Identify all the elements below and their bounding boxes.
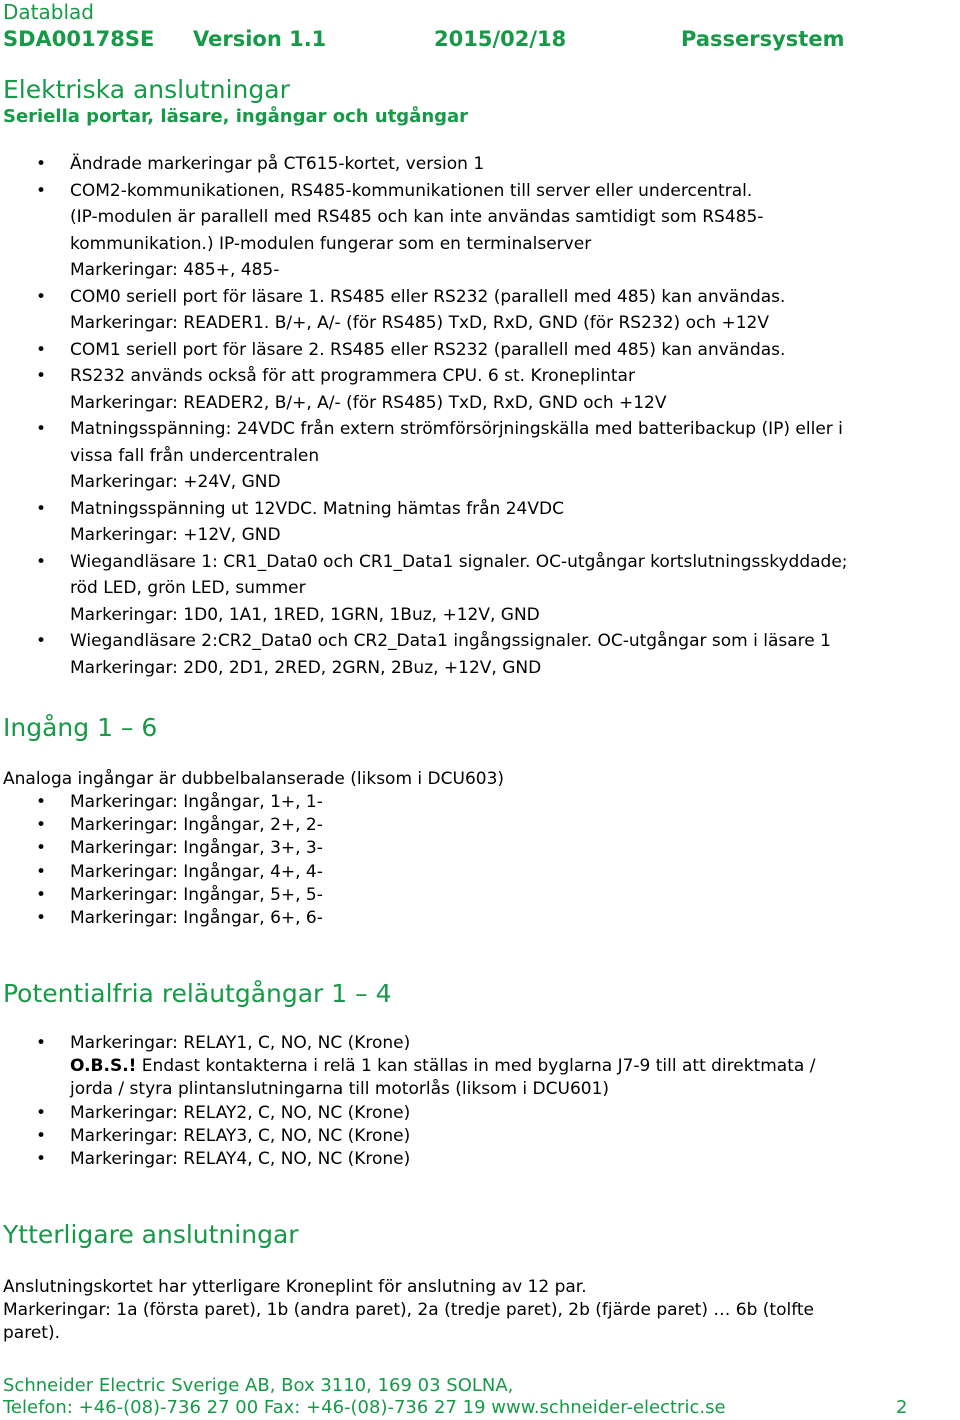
bullet-icon: • — [36, 339, 47, 360]
list-item — [0, 496, 955, 549]
list-item-line: Wiegandläsare 2:CR2_Data0 och CR2_Data1 ingångssignaler. OC-utgångar som i läsare 1 — [70, 631, 831, 651]
input-item-text: Markeringar: Ingångar, 3+, 3- — [70, 838, 323, 859]
list-item-line: COM0 seriell port för läsare 1. RS485 eller RS232 (parallell med 485) kan användas. — [70, 286, 786, 307]
input-item-text: Markeringar: Ingångar, 5+, 5- — [70, 884, 323, 905]
list-item-line: Wiegandläsare 1: CR1_Data0 och CR1_Data1 signaler. OC-utgångar kortslutningsskyddade; — [70, 551, 848, 572]
list-item-line: Markeringar: 1D0, 1A1, 1RED, 1GRN, 1Buz, +12V, GND — [70, 604, 540, 625]
bullet-icon: • — [36, 1033, 47, 1053]
doc-id: SDA00178SE — [3, 27, 155, 51]
bullet-icon: • — [36, 286, 47, 307]
additional-line3: paret). — [3, 1323, 60, 1343]
bullet-icon: • — [36, 861, 47, 882]
list-item — [0, 814, 955, 837]
list-item — [0, 284, 955, 337]
list-item-line: kommunikation.) IP-modulen fungerar som en terminalserver — [70, 233, 592, 254]
doc-date: 2015/02/18 — [434, 27, 567, 51]
relay2-text: Markeringar: RELAY2, C, NO, NC (Krone) — [70, 1102, 411, 1123]
list-item — [0, 416, 955, 496]
additional-line1: Anslutningskortet har ytterligare Kroneplint för anslutning av 12 par. — [3, 1277, 587, 1297]
list-item-line: Markeringar: READER1. B/+, A/- (för RS485) TxD, RxD, GND (för RS232) och +12V — [70, 313, 770, 333]
list-item — [0, 151, 955, 178]
list-item — [0, 884, 955, 907]
bullet-icon: • — [36, 1125, 47, 1146]
list-item-line: röd LED, grön LED, summer — [70, 578, 306, 598]
section-subtitle-electrical: Seriella portar, läsare, ingångar och utgångar — [3, 106, 469, 127]
list-item-line: Markeringar: 485+, 485- — [70, 260, 280, 280]
inputs-intro: Analoga ingångar är dubbelbalanserade (liksom i DCU603) — [3, 769, 505, 789]
list-item — [0, 363, 955, 416]
section-title-electrical: Elektriska anslutningar — [3, 75, 290, 104]
inputs-list — [0, 791, 955, 930]
obs-text: Endast kontakterna i relä 1 kan ställas in med byglarna J7-9 till att direktmata / — [136, 1056, 816, 1077]
obs-label: O.B.S.! — [70, 1056, 137, 1077]
list-item-line: RS232 används också för att programmera CPU. 6 st. Kroneplintar — [70, 366, 635, 386]
relays-list — [0, 1032, 955, 1171]
list-item — [0, 861, 955, 884]
bullet-icon: • — [36, 1102, 47, 1123]
list-item-line: Markeringar: READER2, B/+, A/- (för RS485) TxD, RxD, GND och +12V — [70, 392, 667, 413]
obs-note — [0, 1055, 955, 1101]
list-item — [0, 837, 955, 860]
bullet-icon: • — [36, 551, 47, 572]
bullet-icon: • — [36, 180, 47, 201]
relay4-text: Markeringar: RELAY4, C, NO, NC (Krone) — [70, 1149, 411, 1170]
list-item-line: Markeringar: +12V, GND — [70, 525, 281, 545]
list-item-line: COM1 seriell port för läsare 2. RS485 eller RS232 (parallell med 485) kan användas. — [70, 339, 786, 360]
list-item-line: (IP-modulen är parallell med RS485 och kan inte användas samtidigt som RS485- — [70, 207, 764, 227]
list-item-line: vissa fall från undercentralen — [70, 445, 320, 466]
list-item-line: Matningsspänning: 24VDC från extern strömförsörjningskälla med batteribackup (IP) eller i — [70, 419, 843, 439]
bullet-icon: • — [36, 366, 47, 386]
list-item-line: Matningsspänning ut 12VDC. Matning hämtas från 24VDC — [70, 498, 564, 519]
bullet-icon: • — [36, 792, 47, 812]
list-item — [0, 1102, 955, 1125]
bullet-icon: • — [36, 884, 47, 905]
list-item — [0, 1125, 955, 1148]
bullet-icon: • — [36, 838, 47, 859]
bullet-icon: • — [36, 1149, 47, 1170]
doc-type-label: Datablad — [3, 0, 94, 24]
input-item-text: Markeringar: Ingångar, 1+, 1- — [70, 792, 323, 812]
footer-company: Schneider Electric Sverige AB, Box 3110, 169 03 SOLNA, — [3, 1375, 514, 1396]
bullet-icon: • — [36, 419, 47, 439]
list-item — [0, 1032, 955, 1055]
list-item — [0, 791, 955, 814]
list-item — [0, 549, 955, 629]
input-item-text: Markeringar: Ingångar, 2+, 2- — [70, 815, 323, 836]
doc-version: Version 1.1 — [193, 27, 327, 51]
relay3-text: Markeringar: RELAY3, C, NO, NC (Krone) — [70, 1125, 411, 1146]
input-item-text: Markeringar: Ingångar, 6+, 6- — [70, 908, 323, 929]
list-item-line: Markeringar: 2D0, 2D1, 2RED, 2GRN, 2Buz, +12V, GND — [70, 657, 542, 678]
list-item — [0, 628, 955, 681]
electrical-list — [0, 151, 955, 681]
section-title-inputs: Ingång 1 – 6 — [3, 713, 158, 742]
bullet-icon: • — [36, 631, 47, 651]
doc-product: Passersystem — [681, 27, 845, 51]
input-item-text: Markeringar: Ingångar, 4+, 4- — [70, 861, 323, 882]
additional-line2: Markeringar: 1a (första paret), 1b (andra paret), 2a (tredje paret), 2b (fjärde paret) … 6b (tolfte — [3, 1300, 815, 1320]
list-item-line: Markeringar: +24V, GND — [70, 472, 281, 492]
list-item — [0, 907, 955, 930]
list-item — [0, 178, 955, 284]
bullet-icon: • — [36, 154, 47, 174]
list-item-line: COM2-kommunikationen, RS485-kommunikationen till server eller undercentral. — [70, 180, 753, 201]
obs-text-line2: jorda / styra plintanslutningarna till motorlås (liksom i DCU601) — [70, 1079, 610, 1100]
relay1-text: Markeringar: RELAY1, C, NO, NC (Krone) — [70, 1033, 411, 1053]
footer-contact: Telefon: +46-(08)-736 27 00 Fax: +46-(08)-736 27 19 www.schneider-electric.se — [3, 1397, 726, 1418]
bullet-icon: • — [36, 498, 47, 519]
section-title-additional: Ytterligare anslutningar — [3, 1220, 299, 1249]
list-item-line: Ändrade markeringar på CT615-kortet, version 1 — [70, 154, 485, 174]
list-item — [0, 337, 955, 364]
section-title-relays: Potentialfria reläutgångar 1 – 4 — [3, 979, 392, 1008]
bullet-icon: • — [36, 908, 47, 929]
list-item — [0, 1148, 955, 1171]
bullet-icon: • — [36, 815, 47, 836]
page-number: 2 — [896, 1397, 908, 1418]
